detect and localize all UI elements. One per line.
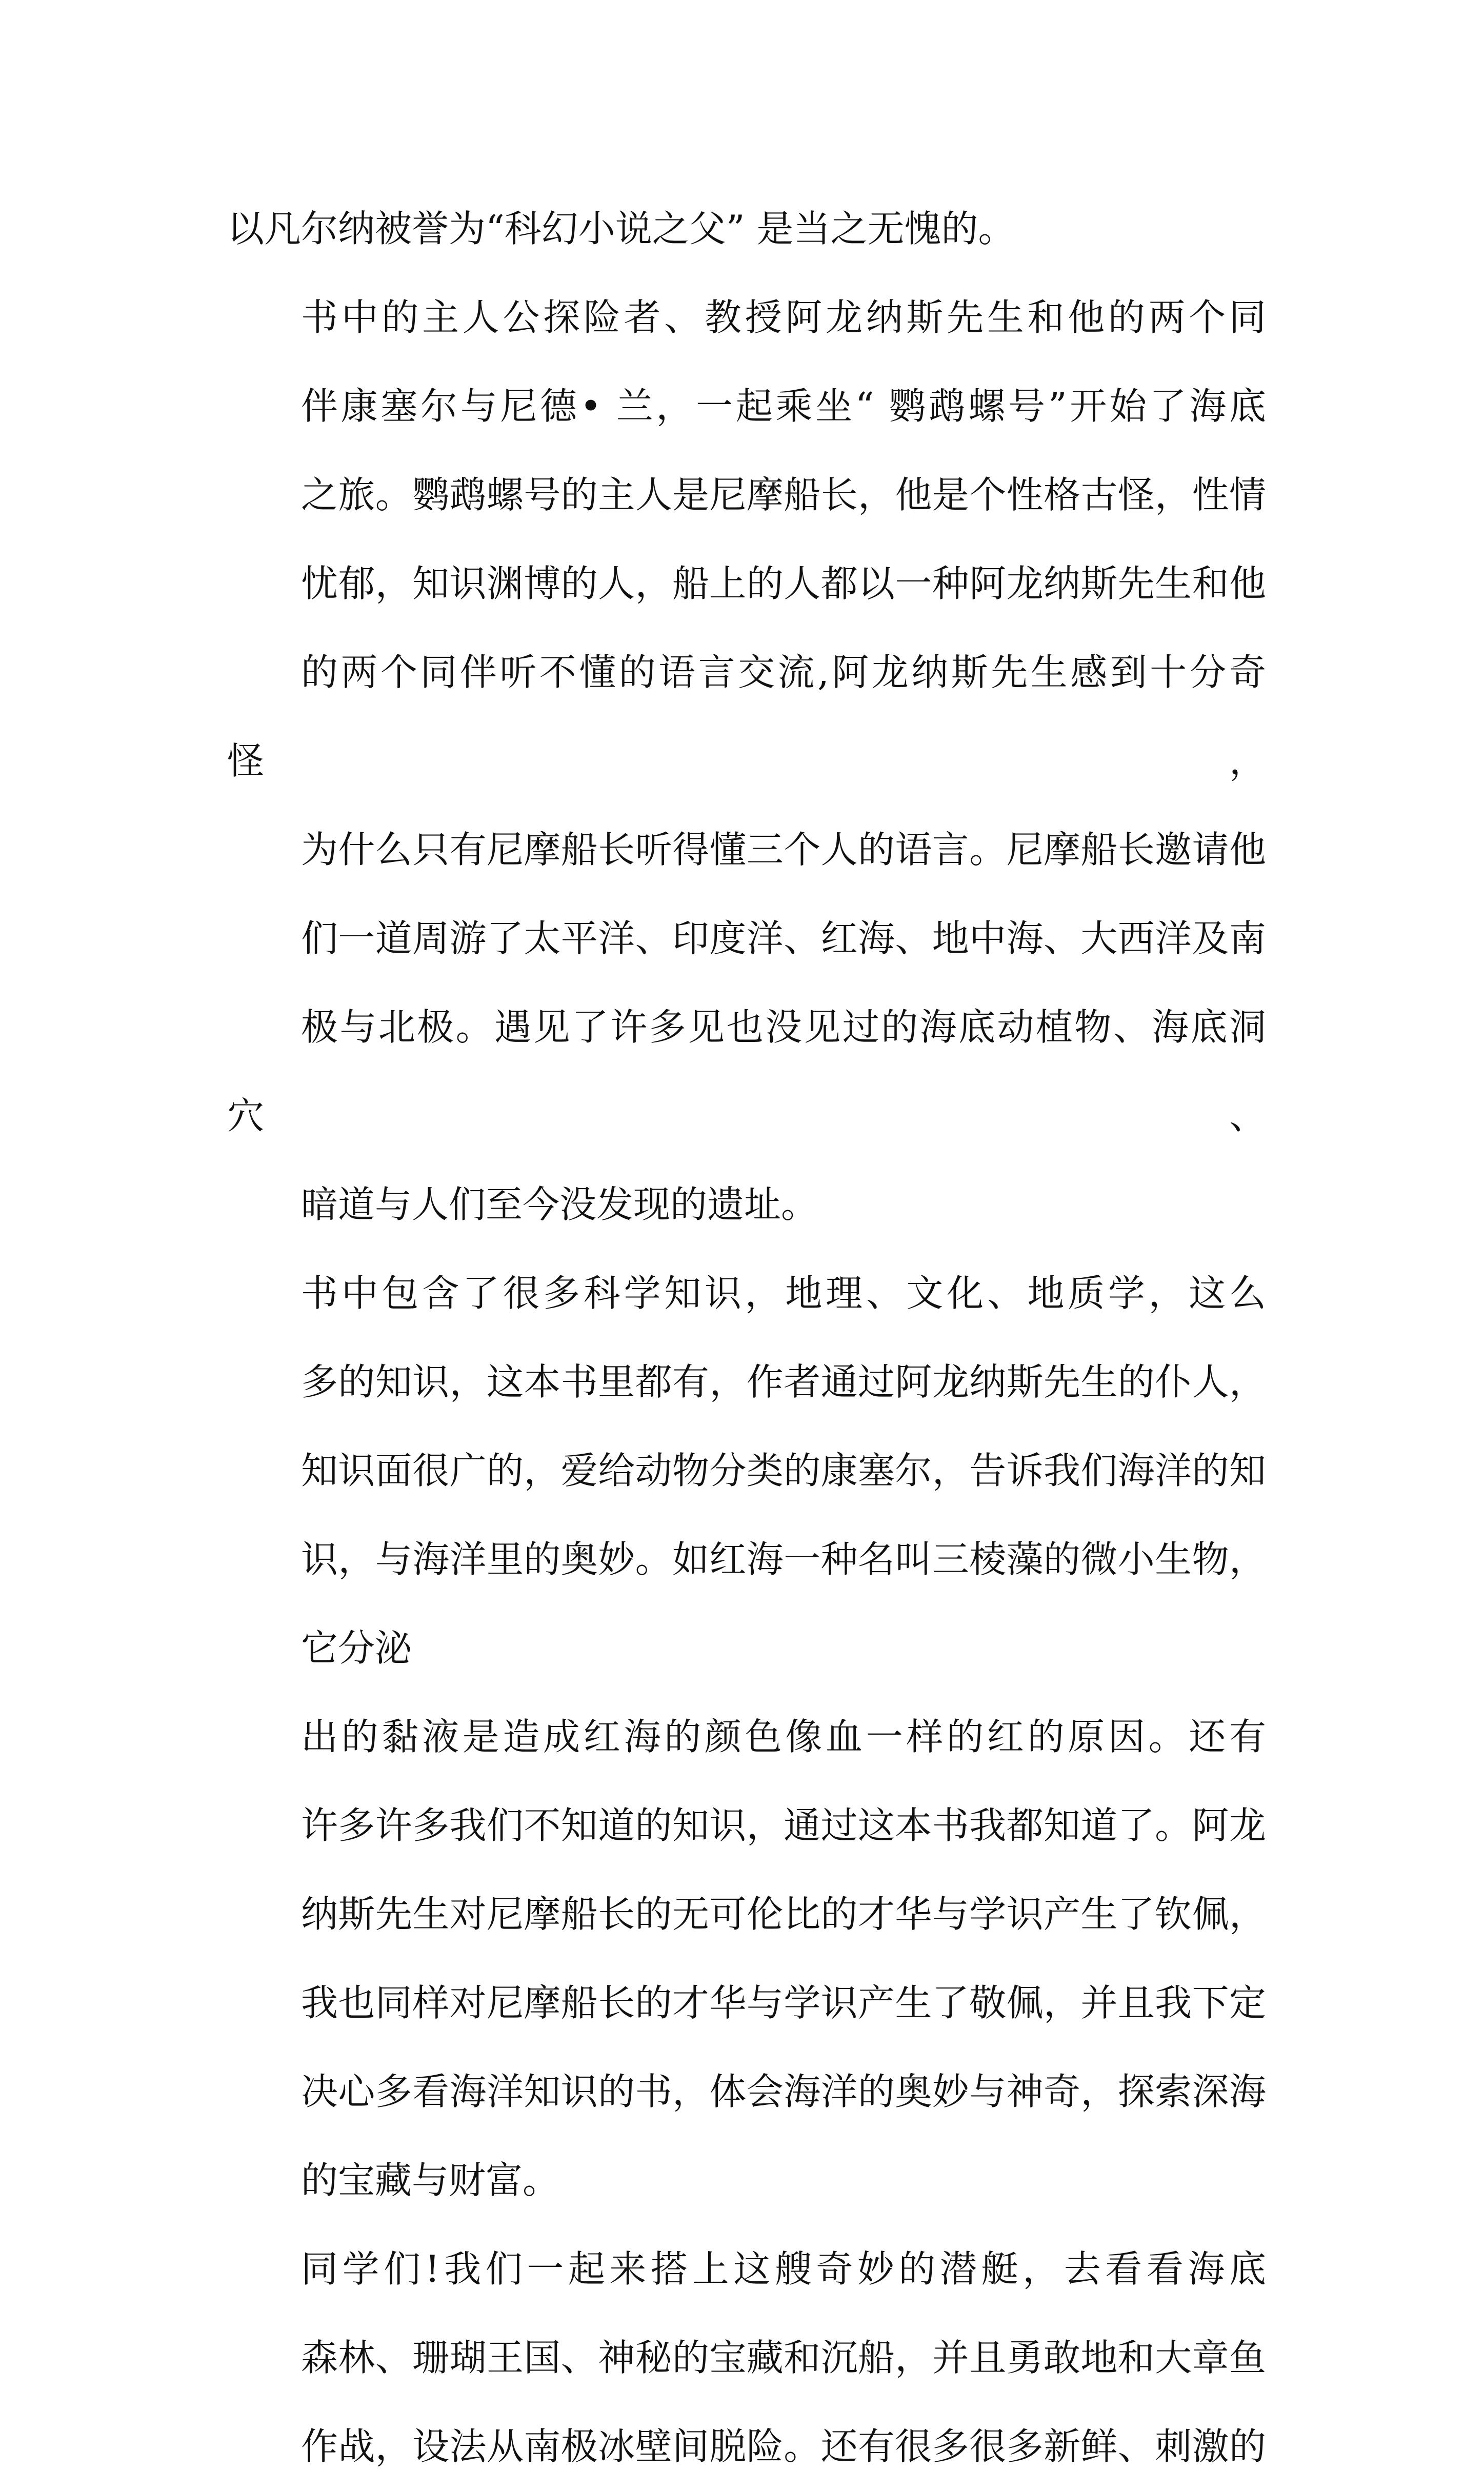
paragraph-1 [227,185,1266,273]
text-line: 我也同样对尼摩船长的才华与学识产生了敬佩，并且我下定 [301,1981,1266,2024]
body-text [227,185,1266,2491]
text-line: 极与北极。遇见了许多见也没见过的海底动植物、海底洞穴、 [227,1006,1266,1137]
paragraph-5 [227,2225,1266,2491]
text-line: 森林、珊瑚王国、神秘的宝藏和沉船，并且勇敢地和大章鱼 [301,2336,1266,2379]
text-line: 出的黏液是造成红海的颜色像血一样的红的原因。还有 [301,1715,1266,1758]
text-line: 同学们!我们一起来搭上这艘奇妙的潜艇，去看看海底 [301,2247,1266,2291]
text-line: 忧郁，知识渊博的人，船上的人都以一种阿龙纳斯先生和他 [301,562,1266,605]
paragraph-3 [227,1249,1266,1693]
text-line: 的两个同伴听不懂的语言交流,阿龙纳斯先生感到十分奇怪， [227,651,1266,782]
text-line: 多的知识，这本书里都有，作者通过阿龙纳斯先生的仆人， [301,1360,1266,1403]
text-line: 纳斯先生对尼摩船长的无可伦比的才华与学识产生了钦佩， [301,1893,1266,1936]
text-line: 暗道与人们至今没发现的遗址。 [301,1183,818,1226]
text-line: 决心多看海洋知识的书，体会海洋的奥妙与神奇，探索深海 [301,2070,1266,2113]
text-line: 作战，设法从南极冰壁间脱险。还有很多很多新鲜、刺激的 [301,2425,1266,2468]
text-line: 伴康塞尔与尼德• 兰，一起乘坐“ 鹦鹉螺号”开始了海底 [301,385,1266,428]
text-line: 为什么只有尼摩船长听得懂三个人的语言。尼摩船长邀请他 [301,828,1266,871]
paragraph-4 [227,1693,1266,2225]
text-line: 的宝藏与财富。 [301,2159,560,2202]
text-line: 书中的主人公探险者、教授阿龙纳斯先生和他的两个同 [301,296,1266,339]
text-line: 识，与海洋里的奥妙。如红海一种名叫三棱藻的微小生物， [301,1538,1266,1581]
text-line: 许多许多我们不知道的知识，通过这本书我都知道了。阿龙 [301,1804,1266,1847]
text-line: 书中包含了很多科学知识，地理、文化、地质学，这么 [301,1272,1266,1315]
text-line: 知识面很广的，爱给动物分类的康塞尔，告诉我们海洋的知 [301,1449,1266,1492]
paragraph-2 [227,273,1266,1249]
text-line: 之旅。鹦鹉螺号的主人是尼摩船长，他是个性格古怪，性情 [301,473,1266,516]
text-line: 们一道周游了太平洋、印度洋、红海、地中海、大西洋及南 [301,917,1266,960]
text-line: 它分泌 [301,1626,412,1670]
text-line: 以凡尔纳被誉为“科幻小说之父” 是当之无愧的。 [227,207,1015,250]
